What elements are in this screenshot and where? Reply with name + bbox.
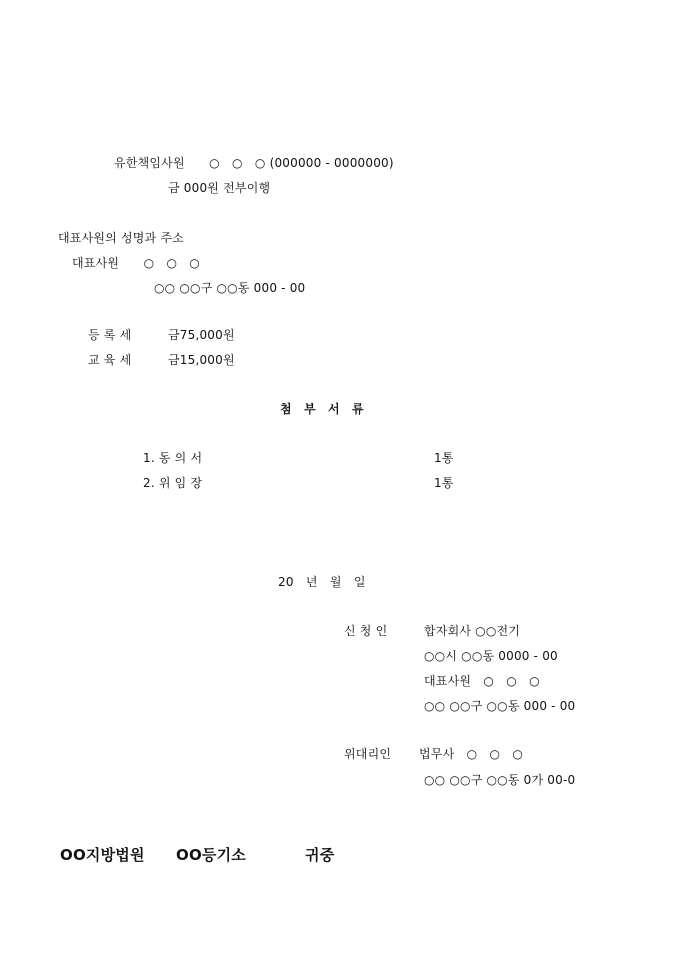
- representative-heading: 대표사원의 성명과 주소: [58, 231, 184, 245]
- attachment-item-count: 1통: [434, 476, 454, 490]
- registration-tax-label: 등 록 세: [88, 328, 132, 342]
- attachment-item-count: 1통: [434, 451, 454, 465]
- honorific: 귀중: [305, 846, 335, 864]
- attachments-title: 첨 부 서 류: [280, 402, 364, 416]
- applicant-address: ○○시 ○○동 0000 - 00: [424, 649, 558, 663]
- members-payment-line: 금 000원 전부이행: [168, 181, 271, 195]
- agent-label: 위대리인: [344, 747, 392, 761]
- members-line: 유한책임사원 ○ ○ ○ (000000 - 0000000): [114, 156, 394, 170]
- attachment-item-name: 1. 동 의 서: [143, 451, 203, 465]
- court-name: OO지방법원: [60, 846, 145, 864]
- education-tax-label: 교 육 세: [88, 353, 132, 367]
- representative-name-line: 대표사원 ○ ○ ○: [72, 256, 200, 270]
- applicant-representative-address: ○○ ○○구 ○○동 000 - 00: [424, 699, 576, 713]
- attachment-item-name: 2. 위 임 장: [143, 476, 203, 490]
- education-tax-value: 금15,000원: [168, 353, 235, 367]
- representative-address: ○○ ○○구 ○○동 000 - 00: [154, 281, 306, 295]
- registry-office-name: OO등기소: [176, 846, 246, 864]
- agent-address: ○○ ○○구 ○○동 0가 00-0: [424, 773, 576, 787]
- applicant-company: 합자회사 ○○전기: [424, 624, 521, 638]
- registration-tax-value: 금75,000원: [168, 328, 235, 342]
- applicant-representative: 대표사원 ○ ○ ○: [424, 674, 540, 688]
- agent-name: 법무사 ○ ○ ○: [419, 747, 523, 761]
- applicant-label: 신 청 인: [344, 624, 388, 638]
- date-line: 20 년 월 일: [278, 575, 366, 589]
